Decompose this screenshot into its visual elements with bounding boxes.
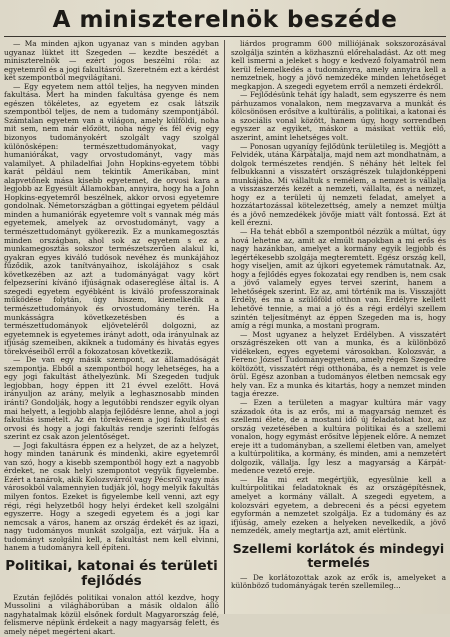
paragraph: — Fejlődésünk tehát így haladt, sem egyszerre és nem párhuzamos vonalakon, nem megzavarva a munkát és kölcsönösen erősítve a kultúrális, a politikai, a katonai és a szociális vonal között, hanem úgy, hogy sorrendben egyszer az egyiket, máskor a másikat vettük elő, aszerint, amint lehetséges volt.	[231, 90, 446, 143]
paragraph: — Ma minden ajkon ugyanaz van s minden agyban ugyanaz lüktet itt Szegeden — kezdte beszédét a miniszterelnök — ezért jogos beszélni róla: az egyetemről és a jogi fakultásról. Szeretném ezt a kérdést két szempontból megvilágítani.	[4, 39, 219, 83]
section-heading: Politikai, katonai és területi fejlődés	[5, 557, 218, 589]
headline: A miniszterelnök beszéde	[52, 7, 398, 33]
paragraph: Ezután fejlődés politikai vonalon attól kezdve, hogy Mussolini a világháborúban a másik oldalon álló nagyhatalmak közül elsőnek fordult Magyarország felé, felismerve népünk érdekeit a nagy magyarság felett, és amely népet megérteni akart.	[4, 592, 219, 636]
paragraph: — Most ugyanez a helyzet Erdélyben. A visszatért országrészeken ott van a munka, és a különböző vidékeken, egyes egyetemi városokban. Kolozsvár, a Ferenc József Tudományegyetem, amely régen Szegedre költözött, visszatért régi otthonába, és a nemzet is vele örül. Egész azonban a tudományos életben nemcsak egy hely van. Ez a munka és kitartás, hogy a nemzet minden tagja érezze.	[231, 329, 446, 399]
paragraph: — Ha tehát ebből a szempontból nézzük a múltat, úgy hová lehetne az, amit az elmúlt napokban a mi erős és nagy hazánkban, amelyet a kormány egyik legjobb és legértékesebb szolgája megteremtett. Egész ország kell, hogy viseljen, amit az újkori egyetemek rámutatnak. Az, hogy a fejlődés egyes fokozatai egy rendben is, nem csak a jövő valamely egyes tervei szerint, hanem a lehetőségek szerint. Ez az, ami történik ma is. Visszajött Erdély, és ma a szülőföld otthon van. Erdélyre kellett lehetővé tennie, a mai a jó és a régi erdélyi szellem szintén teljesítményt az éppen Szegeden ma is, hogy amíg a régi munka, a mostani program.	[231, 227, 446, 331]
paragraph: liárdos programm 600 milliójának sokszorozásával szolgálja szintén a közhasznú előrehaladást. Az ott meg kell ismerni a jeleket s hogy e kedvező folyamatról nem kerül felemelkedés a tudományra, amely annyira kell a nemzetnek, hogy a jövő nemzedéke minden lehetőséget megkapjon. A szegedi egyetem erről a nemzeti érdekről.	[231, 39, 446, 91]
paragraph: — Ponosan ugyanígy fejlődünk területileg is. Megjött a Felvidék, utána Kárpátalja, majd nem azt mondhatnám, a dolgok természetes rendjén. S néhány hét leltek fel felbukkanni a visszatért országrészek tulajdonképpeni munkájába. Mi vállaltuk s remélem, a nemzet is vállalja a visszaszerzés kezét a nemzeti, vállalta, és a nemzet, hogy ez a területi új nemzeti feladat, amelyet a hozzátartozással kötelezettség, amely a nemzet múltja és a jövő nemzedékek jövője miatt vált fontossá. Ezt át kell érezni.	[231, 141, 446, 228]
left-column	[4, 39, 220, 636]
column-divider	[224, 40, 225, 614]
paragraph: — De van egy másik szempont, az államadóságát szempontja. Ebből a szempontból hogy lehetséges, ha a egy jogi fakultást áthelyezünk. Mi Szegeden tudjuk legjobban, hogy éppen itt 21 évvel ezelőtt. Hová irányuljon az arány, melyik a leghasznosabb minden iránti? Gondolják, hogy a legutóbbi rendszer egyik olyan mai helyett, a legjobb alapja fejlődésre lenne, ahol a jogi fakultás ismételt. Az én törekvésem a jogi fakultást és orvosi és hogy a jogi fakultás rendje szerinti felfogás szerint ez csak azon jelentőséget.	[4, 355, 219, 442]
paragraph: — Egy egyetem nem attól teljes, ha negyven minden fakultása. Mert ha minden fakultása gyenge és nem egészen tökéletes, az egyetem ez csak látszik szempontból teljes, de nem a tudomány szempontjából. Számtalan egyetem van a világon, amely külföldi, noha mit sem, nem már előzött, noha négy és fél évig egy bizonyos tudományokért szolgált vagy szolgál különösképen: természettudományokat, vagy humaniórákat, vagy orvostudományt, vagy más valamilyet. A philadelfiai John Hopkins-egyetem többi karát például nem tekintik Amerikában, mint alapvetőnek mása kisebb egyetemet, de orvosi kara a legjobb az Egyesült Államokban, annyira, hogy ha a John Hopkins-egyetemről beszélnek, akkor orvosi egyetemre gondolnak. Németországban a göttingai egyetem például minden a humaniórák egyetemre volt s vannak még más egyetemek, amelyek az orvostudományt, vagy a természettudományt gyökerezik. Ez a munkamegosztás minden országban, ahol sok az egyetem s ez a munkamegosztás sokszor természetszerűen alakul ki, gyakran egyes kiváló tudósok nevéhez és munkájához fűződik, azok tanítványaihoz, iskolájához s csak következében az azt a tudományágat vagy kört felpezseríni kívánó ifjúságnak odasereglése által is. A szegedi egyetem egyébként is kiváló professzorainak működése folytán, úgy hiszem, kiemelkedik a természettudományok és orvostudomány terén. Ha munkásságra következetésben és a természettudományok eljöveteléről dolgozni, az egyetemnek is egyetemes irányt adott, oda irányulnak az ifjúság szemeiben, akiknek a tudomány és hivatás egyes törekvéseiből erről a fokozatosan következik.	[4, 81, 220, 356]
section-heading: Szellemi korlátok és mindegyi termelés	[232, 540, 445, 570]
paragraph: — De korlátozottak azok az erők is, amelyeket a különböző tudományágak terén szellemileg...	[231, 572, 446, 591]
paragraph: — Ezen a területen a magyar kultúra már vagy századok óta is az erős, mi a magyarság nemzet és szellemi élete, de a mostani idő új feladatokat hoz, az ország vezetésében a kultúra politikai és a szellemi vonalon, hogy egymást erősítve lépjenek előre. A nemzet ereje itt a tudományban, a szellemi életben van, amelyet a kultúrpolitika, a kormány, és minden, ami a nemzetért dolgozik, vállalja. Így lesz a magyarság a Kárpát-medence vezető ereje.	[231, 397, 446, 476]
headline-rule	[4, 36, 446, 37]
right-column	[231, 40, 446, 614]
paragraph: — Jogi fakultásra éppen ez a helyzet, de az a helyzet, hogy minden tanárunk és mindenki, akire egyetemről van szó, hogy a kisebb szempontból hogy ezt a nagyobb érdeket, ne csak helyi szempontot vegyük figyelembe. Ezért a tanárok, akik Kolozsvárról vagy Pécsről vagy más városokból valamennyien tudják jól, hogy melyik fakultás milyen fontos. Ezeket is figyelembe kell venni, azt egy régi, régi helyzetből hogy helyi érdeket kell szolgálni egyszerre. Hogy a szegedi egyetem és a jogi kar nemcsak a város, hanem az ország érdekét és az igazi, nagy tudományos munkát szolgálja, ezt várjuk. Ha a tudományt szolgálni kell, a fakultást nem kell elvinni, hanem a tudományra kell építeni.	[4, 440, 219, 553]
paragraph: — Ha mi ezt megértjük, egyesülnie kell a kultúrpolitikai feladatoknak és az országépítésnek, amelyet a kormány vállalt. A szegedi egyetem, a kolozsvári egyetem, a debreceni és a pécsi egyetem egyformán a nemzetet szolgálja. Ez a tudomány és az ifjúság, amely ezeken a helyeken nevelkedik, a jövő nemzedék, amely megtartja azt, amit elértünk.	[231, 474, 446, 536]
